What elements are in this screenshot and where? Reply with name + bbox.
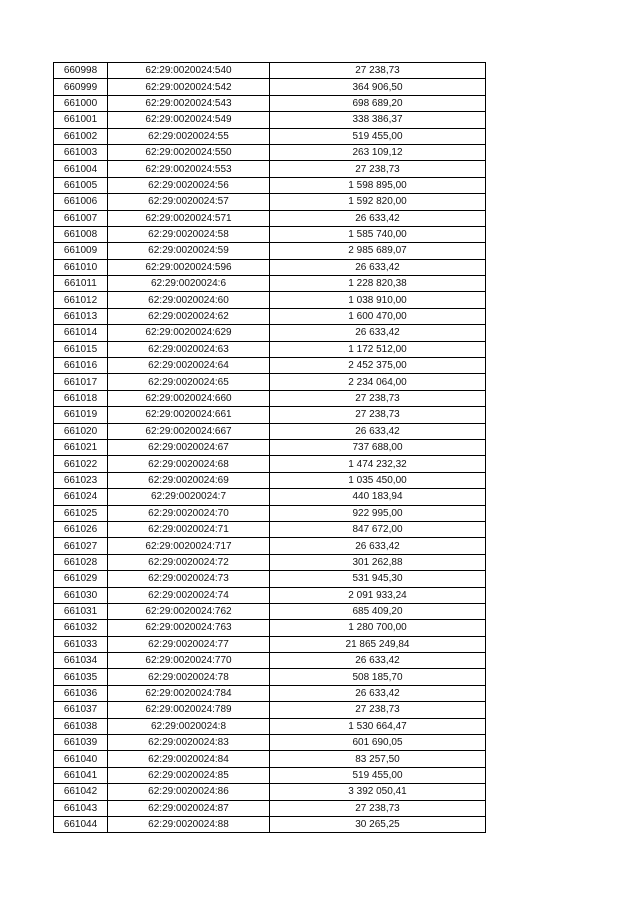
- cadastral-value-cell: 26 633,42: [270, 210, 486, 226]
- row-number-cell: 661002: [54, 128, 108, 144]
- row-number-cell: 661035: [54, 669, 108, 685]
- cadastral-number-cell: 62:29:0020024:77: [108, 636, 270, 652]
- row-number-cell: 661023: [54, 472, 108, 488]
- table-row: [54, 112, 486, 128]
- cadastral-number-cell: 62:29:0020024:543: [108, 95, 270, 111]
- cadastral-number-cell: 62:29:0020024:62: [108, 308, 270, 324]
- cadastral-value-cell: 601 690,05: [270, 735, 486, 751]
- table-row: [54, 685, 486, 701]
- cadastral-number-cell: 62:29:0020024:87: [108, 800, 270, 816]
- cadastral-value-cell: 519 455,00: [270, 767, 486, 783]
- cadastral-number-cell: 62:29:0020024:55: [108, 128, 270, 144]
- cadastral-value-cell: 737 688,00: [270, 439, 486, 455]
- cadastral-value-cell: 27 238,73: [270, 407, 486, 423]
- cadastral-value-cell: 338 386,37: [270, 112, 486, 128]
- table-row: [54, 767, 486, 783]
- cadastral-value-cell: 26 633,42: [270, 325, 486, 341]
- cadastral-value-cell: 531 945,30: [270, 571, 486, 587]
- cadastral-value-cell: 1 600 470,00: [270, 308, 486, 324]
- table-row: [54, 308, 486, 324]
- row-number-cell: 661000: [54, 95, 108, 111]
- cadastral-value-cell: 847 672,00: [270, 521, 486, 537]
- row-number-cell: 661010: [54, 259, 108, 275]
- cadastral-value-cell: 30 265,25: [270, 816, 486, 832]
- cadastral-value-cell: 27 238,73: [270, 390, 486, 406]
- table-row: [54, 751, 486, 767]
- table-row: [54, 95, 486, 111]
- table-row: [54, 603, 486, 619]
- cadastral-number-cell: 62:29:0020024:540: [108, 63, 270, 79]
- table-row: [54, 144, 486, 160]
- cadastral-value-cell: 26 633,42: [270, 653, 486, 669]
- cadastral-value-cell: 83 257,50: [270, 751, 486, 767]
- cadastral-value-cell: 698 689,20: [270, 95, 486, 111]
- row-number-cell: 661028: [54, 554, 108, 570]
- row-number-cell: 661015: [54, 341, 108, 357]
- table-row: [54, 390, 486, 406]
- cadastral-number-cell: 62:29:0020024:550: [108, 144, 270, 160]
- cadastral-number-cell: 62:29:0020024:667: [108, 423, 270, 439]
- cadastral-number-cell: 62:29:0020024:65: [108, 374, 270, 390]
- table-row: [54, 358, 486, 374]
- cadastral-number-cell: 62:29:0020024:85: [108, 767, 270, 783]
- cadastral-number-cell: 62:29:0020024:762: [108, 603, 270, 619]
- cadastral-number-cell: 62:29:0020024:88: [108, 816, 270, 832]
- row-number-cell: 661025: [54, 505, 108, 521]
- cadastral-number-cell: 62:29:0020024:7: [108, 489, 270, 505]
- row-number-cell: 661044: [54, 816, 108, 832]
- cadastral-number-cell: 62:29:0020024:74: [108, 587, 270, 603]
- cadastral-number-cell: 62:29:0020024:6: [108, 276, 270, 292]
- cadastral-value-cell: 26 633,42: [270, 423, 486, 439]
- row-number-cell: 661008: [54, 226, 108, 242]
- table-row: [54, 816, 486, 832]
- row-number-cell: 661041: [54, 767, 108, 783]
- row-number-cell: 661032: [54, 620, 108, 636]
- row-number-cell: 661038: [54, 718, 108, 734]
- table-row: [54, 63, 486, 79]
- cadastral-number-cell: 62:29:0020024:67: [108, 439, 270, 455]
- cadastral-number-cell: 62:29:0020024:86: [108, 784, 270, 800]
- table-row: [54, 472, 486, 488]
- cadastral-number-cell: 62:29:0020024:71: [108, 521, 270, 537]
- table-row: [54, 538, 486, 554]
- row-number-cell: 661039: [54, 735, 108, 751]
- row-number-cell: 661011: [54, 276, 108, 292]
- table-row: [54, 521, 486, 537]
- row-number-cell: 661012: [54, 292, 108, 308]
- cadastral-value-cell: 1 474 232,32: [270, 456, 486, 472]
- cadastral-value-cell: 1 172 512,00: [270, 341, 486, 357]
- table-row: [54, 669, 486, 685]
- cadastral-number-cell: 62:29:0020024:553: [108, 161, 270, 177]
- table-row: [54, 653, 486, 669]
- table-row: [54, 194, 486, 210]
- table-row: [54, 407, 486, 423]
- cadastral-value-cell: 21 865 249,84: [270, 636, 486, 652]
- row-number-cell: 660999: [54, 79, 108, 95]
- row-number-cell: 661014: [54, 325, 108, 341]
- cadastral-number-cell: 62:29:0020024:64: [108, 358, 270, 374]
- cadastral-number-cell: 62:29:0020024:72: [108, 554, 270, 570]
- table-row: [54, 439, 486, 455]
- cadastral-number-cell: 62:29:0020024:763: [108, 620, 270, 636]
- cadastral-number-cell: 62:29:0020024:84: [108, 751, 270, 767]
- row-number-cell: 661003: [54, 144, 108, 160]
- table-row: [54, 620, 486, 636]
- row-number-cell: 661043: [54, 800, 108, 816]
- cadastral-number-cell: 62:29:0020024:571: [108, 210, 270, 226]
- row-number-cell: 661019: [54, 407, 108, 423]
- row-number-cell: 661009: [54, 243, 108, 259]
- row-number-cell: 661024: [54, 489, 108, 505]
- cadastral-value-cell: 508 185,70: [270, 669, 486, 685]
- cadastral-value-cell: 685 409,20: [270, 603, 486, 619]
- table-row: [54, 276, 486, 292]
- cadastral-number-cell: 62:29:0020024:717: [108, 538, 270, 554]
- row-number-cell: 661017: [54, 374, 108, 390]
- table-row: [54, 259, 486, 275]
- cadastral-value-cell: 922 995,00: [270, 505, 486, 521]
- cadastral-number-cell: 62:29:0020024:68: [108, 456, 270, 472]
- cadastral-number-cell: 62:29:0020024:8: [108, 718, 270, 734]
- cadastral-number-cell: 62:29:0020024:549: [108, 112, 270, 128]
- cadastral-number-cell: 62:29:0020024:78: [108, 669, 270, 685]
- cadastral-value-table: [53, 62, 486, 833]
- cadastral-number-cell: 62:29:0020024:596: [108, 259, 270, 275]
- row-number-cell: 661022: [54, 456, 108, 472]
- row-number-cell: 661018: [54, 390, 108, 406]
- cadastral-value-cell: 1 592 820,00: [270, 194, 486, 210]
- cadastral-number-cell: 62:29:0020024:542: [108, 79, 270, 95]
- table-row: [54, 423, 486, 439]
- row-number-cell: 661006: [54, 194, 108, 210]
- row-number-cell: 661036: [54, 685, 108, 701]
- cadastral-value-cell: 440 183,94: [270, 489, 486, 505]
- row-number-cell: 661001: [54, 112, 108, 128]
- row-number-cell: 661020: [54, 423, 108, 439]
- table-body: [54, 63, 486, 833]
- row-number-cell: 661007: [54, 210, 108, 226]
- cadastral-value-cell: 26 633,42: [270, 259, 486, 275]
- cadastral-number-cell: 62:29:0020024:660: [108, 390, 270, 406]
- row-number-cell: 660998: [54, 63, 108, 79]
- cadastral-value-cell: 263 109,12: [270, 144, 486, 160]
- table-row: [54, 702, 486, 718]
- table-row: [54, 374, 486, 390]
- table-row: [54, 210, 486, 226]
- table-row: [54, 554, 486, 570]
- cadastral-value-cell: 364 906,50: [270, 79, 486, 95]
- cadastral-value-cell: 1 228 820,38: [270, 276, 486, 292]
- row-number-cell: 661005: [54, 177, 108, 193]
- table-row: [54, 636, 486, 652]
- table-row: [54, 161, 486, 177]
- cadastral-number-cell: 62:29:0020024:73: [108, 571, 270, 587]
- row-number-cell: 661029: [54, 571, 108, 587]
- table-row: [54, 800, 486, 816]
- row-number-cell: 661037: [54, 702, 108, 718]
- table-row: [54, 505, 486, 521]
- table-row: [54, 341, 486, 357]
- table-row: [54, 735, 486, 751]
- cadastral-value-cell: 1 530 664,47: [270, 718, 486, 734]
- row-number-cell: 661021: [54, 439, 108, 455]
- row-number-cell: 661040: [54, 751, 108, 767]
- table-row: [54, 79, 486, 95]
- table-row: [54, 243, 486, 259]
- cadastral-number-cell: 62:29:0020024:629: [108, 325, 270, 341]
- row-number-cell: 661042: [54, 784, 108, 800]
- cadastral-value-cell: 27 238,73: [270, 800, 486, 816]
- row-number-cell: 661016: [54, 358, 108, 374]
- row-number-cell: 661034: [54, 653, 108, 669]
- cadastral-number-cell: 62:29:0020024:661: [108, 407, 270, 423]
- row-number-cell: 661013: [54, 308, 108, 324]
- cadastral-value-cell: 27 238,73: [270, 161, 486, 177]
- cadastral-number-cell: 62:29:0020024:770: [108, 653, 270, 669]
- table-row: [54, 128, 486, 144]
- table-row: [54, 571, 486, 587]
- table-row: [54, 489, 486, 505]
- cadastral-number-cell: 62:29:0020024:69: [108, 472, 270, 488]
- cadastral-value-cell: 1 038 910,00: [270, 292, 486, 308]
- cadastral-value-cell: 1 585 740,00: [270, 226, 486, 242]
- cadastral-value-cell: 27 238,73: [270, 63, 486, 79]
- cadastral-number-cell: 62:29:0020024:70: [108, 505, 270, 521]
- cadastral-value-cell: 1 035 450,00: [270, 472, 486, 488]
- cadastral-number-cell: 62:29:0020024:789: [108, 702, 270, 718]
- cadastral-value-cell: 3 392 050,41: [270, 784, 486, 800]
- table-row: [54, 292, 486, 308]
- cadastral-value-cell: 2 985 689,07: [270, 243, 486, 259]
- table-row: [54, 226, 486, 242]
- cadastral-value-cell: 26 633,42: [270, 685, 486, 701]
- cadastral-value-cell: 1 598 895,00: [270, 177, 486, 193]
- table-row: [54, 718, 486, 734]
- cadastral-number-cell: 62:29:0020024:83: [108, 735, 270, 751]
- cadastral-value-cell: 519 455,00: [270, 128, 486, 144]
- row-number-cell: 661027: [54, 538, 108, 554]
- cadastral-value-cell: 2 452 375,00: [270, 358, 486, 374]
- cadastral-value-cell: 1 280 700,00: [270, 620, 486, 636]
- row-number-cell: 661033: [54, 636, 108, 652]
- cadastral-number-cell: 62:29:0020024:57: [108, 194, 270, 210]
- cadastral-number-cell: 62:29:0020024:63: [108, 341, 270, 357]
- table-row: [54, 784, 486, 800]
- cadastral-number-cell: 62:29:0020024:60: [108, 292, 270, 308]
- cadastral-number-cell: 62:29:0020024:58: [108, 226, 270, 242]
- cadastral-value-cell: 2 234 064,00: [270, 374, 486, 390]
- cadastral-number-cell: 62:29:0020024:56: [108, 177, 270, 193]
- table-row: [54, 456, 486, 472]
- row-number-cell: 661026: [54, 521, 108, 537]
- row-number-cell: 661004: [54, 161, 108, 177]
- row-number-cell: 661030: [54, 587, 108, 603]
- table-row: [54, 587, 486, 603]
- cadastral-value-cell: 27 238,73: [270, 702, 486, 718]
- table-row: [54, 177, 486, 193]
- row-number-cell: 661031: [54, 603, 108, 619]
- cadastral-value-cell: 2 091 933,24: [270, 587, 486, 603]
- cadastral-number-cell: 62:29:0020024:784: [108, 685, 270, 701]
- cadastral-value-cell: 301 262,88: [270, 554, 486, 570]
- cadastral-number-cell: 62:29:0020024:59: [108, 243, 270, 259]
- table-row: [54, 325, 486, 341]
- cadastral-value-cell: 26 633,42: [270, 538, 486, 554]
